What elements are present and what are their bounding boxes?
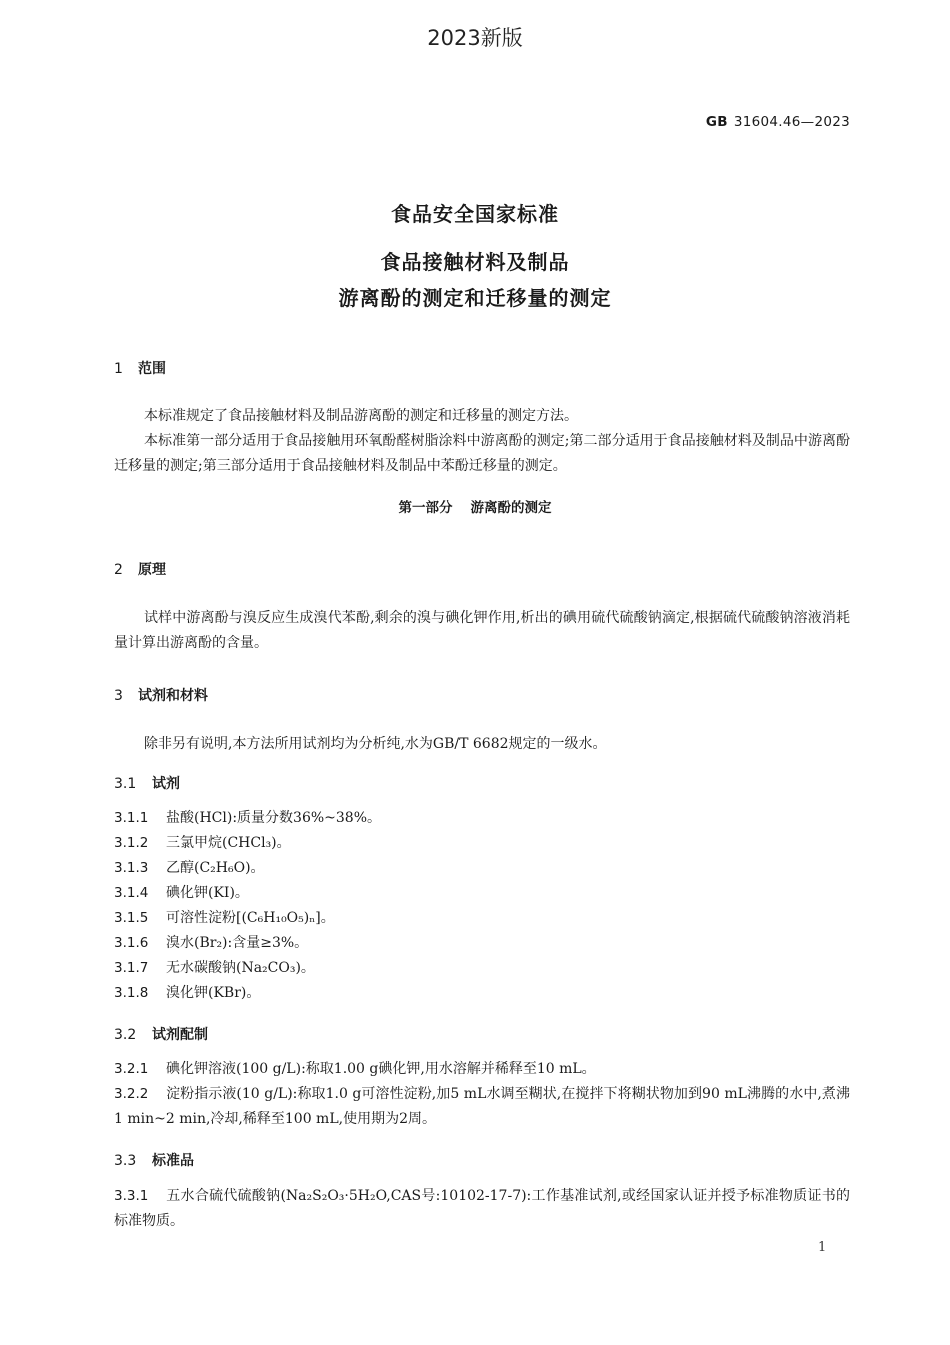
subsection-title: 试剂 <box>152 776 180 792</box>
section-3-heading <box>114 685 208 705</box>
list-item: 3.1.7 无水碳酸钠(Na₂CO₃)。 <box>114 960 315 976</box>
subsection-number: 3.3 <box>114 1153 137 1169</box>
subsection-number: 3.2 <box>114 1027 137 1043</box>
part-label: 第一部分 <box>398 500 453 516</box>
list-item: 3.1.2 三氯甲烷(CHCl₃)。 <box>114 835 291 851</box>
section-title: 试剂和材料 <box>138 688 208 704</box>
subsection-title: 试剂配制 <box>152 1027 208 1043</box>
subsection-number: 3.1 <box>114 776 137 792</box>
list-item: 3.2.2 淀粉指示液(10 g/L):称取1.0 g可溶性淀粉,加5 mL水调至糊状,在搅拌下将糊状物加到90 mL沸腾的水中,煮沸1 min~2 min,冷却,稀释至100 mL,使用期为2周。 <box>114 1086 850 1127</box>
section-title: 原理 <box>138 562 166 578</box>
section-2-para: 试样中游离酚与溴反应生成溴代苯酚,剩余的溴与碘化钾作用,析出的碘用硫代硫酸钠滴定,根据硫代硫酸钠溶液消耗量计算出游离酚的含量。 <box>114 610 850 651</box>
edition-label: 2023新版 <box>427 26 523 50</box>
page-number: 1 <box>818 1240 827 1255</box>
subsection-3-2-heading <box>114 1024 208 1044</box>
subtitle-1: 食品接触材料及制品 <box>380 250 570 274</box>
section-number: 1 <box>114 361 123 377</box>
list-item: 3.1.3 乙醇(C₂H₆O)。 <box>114 860 265 876</box>
list-item: 3.1.1 盐酸(HCl):质量分数36%~38%。 <box>114 810 382 826</box>
section-1-para-1: 本标准规定了食品接触材料及制品游离酚的测定和迁移量的测定方法。 <box>144 408 578 424</box>
subtitle-2: 游离酚的测定和迁移量的测定 <box>338 286 612 310</box>
list-item: 3.3.1 五水合硫代硫酸钠(Na₂S₂O₃·5H₂O,CAS号:10102-17-7):工作基准试剂,或经国家认证并授予标准物质证书的标准物质。 <box>114 1188 850 1229</box>
section-1-para-2: 本标准第一部分适用于食品接触用环氧酚醛树脂涂料中游离酚的测定;第二部分适用于食品接触材料及制品中游离酚迁移量的测定;第三部分适用于食品接触材料及制品中苯酚迁移量的测定。 <box>114 433 850 474</box>
list-item: 3.1.8 溴化钾(KBr)。 <box>114 985 261 1001</box>
standard-number <box>706 114 850 130</box>
standard-code: 31604.46—2023 <box>733 114 850 130</box>
subsection-3-1-heading <box>114 773 180 793</box>
list-item: 3.1.5 可溶性淀粉[(C₆H₁₀O₅)ₙ]。 <box>114 910 335 926</box>
list-item: 3.1.4 碘化钾(KI)。 <box>114 885 249 901</box>
section-number: 2 <box>114 562 123 578</box>
section-title: 范围 <box>138 361 166 377</box>
part-title: 游离酚的测定 <box>470 500 552 516</box>
section-number: 3 <box>114 688 123 704</box>
subsection-3-3-heading <box>114 1150 194 1170</box>
subsection-title: 标准品 <box>152 1153 194 1169</box>
section-3-para: 除非另有说明,本方法所用试剂均为分析纯,水为GB/T 6682规定的一级水。 <box>144 736 607 752</box>
list-item: 3.2.1 碘化钾溶液(100 g/L):称取1.00 g碘化钾,用水溶解并稀释至10 mL。 <box>114 1061 596 1077</box>
section-1-heading <box>114 358 166 378</box>
section-2-heading <box>114 559 166 579</box>
standard-prefix: GB <box>705 114 728 130</box>
main-title: 食品安全国家标准 <box>391 202 559 226</box>
part-1-heading <box>0 496 950 516</box>
list-item: 3.1.6 溴水(Br₂):含量≥3%。 <box>114 935 309 951</box>
